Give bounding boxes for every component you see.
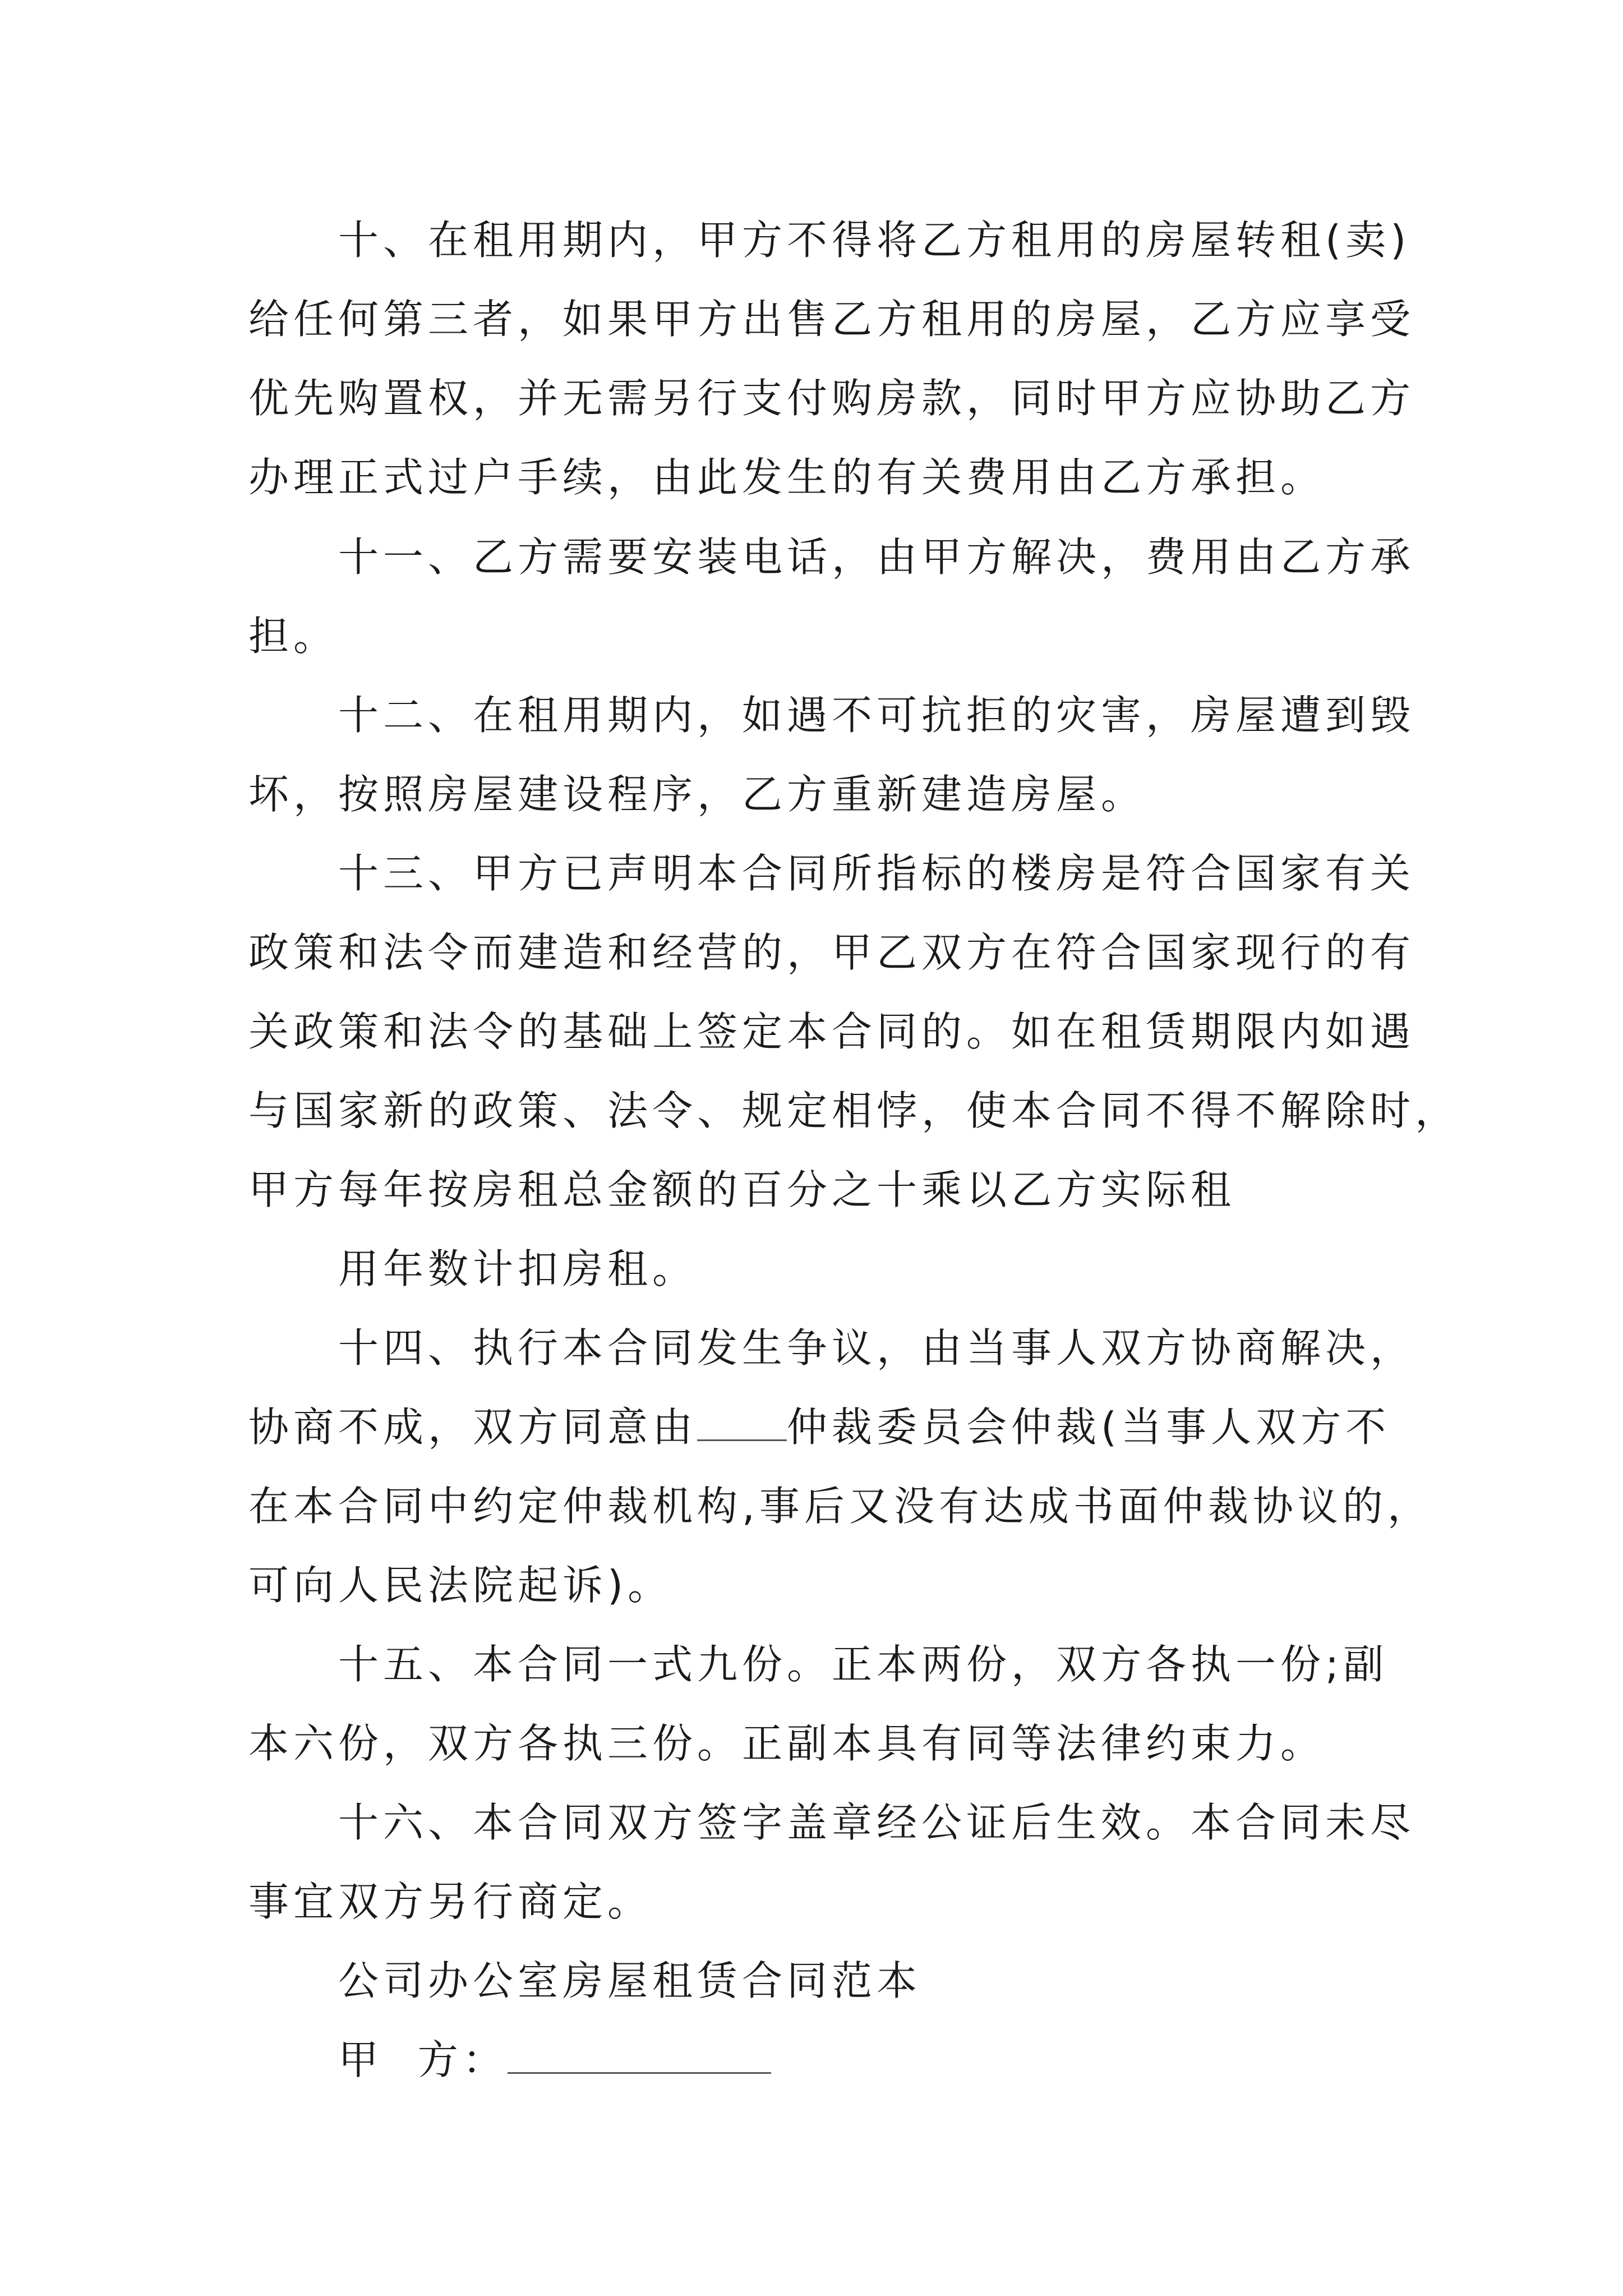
clause-13-line-2: 政策和法令而建造和经营的，甲乙双方在符合国家现行的有: [248, 929, 1415, 976]
clause-10-line-1: 十、在租用期内，甲方不得将乙方租用的房屋转租(卖): [338, 217, 1411, 264]
party-a-blank: [508, 2039, 771, 2074]
clause-12-line-2: 坏，按照房屋建设程序，乙方重新建造房屋。: [248, 771, 1146, 818]
clause-10-line-3: 优先购置权，并无需另行支付购房款，同时甲方应协助乙方: [248, 375, 1415, 422]
clause-10-line-2: 给任何第三者，如果甲方出售乙方租用的房屋，乙方应享受: [248, 296, 1415, 343]
clause-11-line-1: 十一、乙方需要安装电话，由甲方解决，费用由乙方承: [338, 533, 1415, 581]
clause-13-line-5: 甲方每年按房租总金额的百分之十乘以乙方实际租: [248, 1166, 1236, 1213]
clause-15-line-1: 十五、本合同一式九份。正本两份，双方各执一份;副: [338, 1641, 1389, 1688]
clause-10-line-4: 办理正式过户手续，由此发生的有关费用由乙方承担。: [248, 454, 1326, 501]
clause-14-line-2-after: 仲裁委员会仲裁(当事人双方不: [787, 1404, 1391, 1451]
clause-13-line-6: 用年数计扣房租。: [338, 1245, 698, 1292]
clause-16-line-2: 事宜双方另行商定。: [248, 1878, 653, 1925]
clause-11-line-2: 担。: [248, 613, 339, 660]
party-a-line: [338, 2033, 771, 2087]
clause-12-line-1: 十二、在租用期内，如遇不可抗拒的灾害，房屋遭到毁: [338, 692, 1415, 739]
clause-16-line-1: 十六、本合同双方签字盖章经公证后生效。本合同未尽: [338, 1799, 1415, 1846]
clause-14-line-4: 可向人民法院起诉)。: [248, 1562, 673, 1609]
clause-14-line-1: 十四、执行本合同发生争议，由当事人双方协商解决，: [338, 1324, 1415, 1372]
clause-14-line-2-before: 协商不成，双方同意由: [248, 1404, 698, 1451]
clause-13-line-4: 与国家新的政策、法令、规定相悖，使本合同不得不解除时，: [248, 1087, 1460, 1134]
contract-title: 公司办公室房屋租赁合同范本: [338, 1957, 922, 2004]
clause-14-line-2: [248, 1400, 1390, 1454]
clause-15-line-2: 本六份，双方各执三份。正副本具有同等法律约束力。: [248, 1720, 1326, 1767]
clause-14-line-3: 在本合同中约定仲裁机构,事后又没有达成书面仲裁协议的，: [248, 1483, 1432, 1530]
clause-13-line-1: 十三、甲方已声明本合同所指标的楼房是符合国家有关: [338, 850, 1415, 897]
party-a-label: 甲 方：: [338, 2036, 508, 2083]
arbitration-blank: [697, 1406, 787, 1441]
clause-13-line-3: 关政策和法令的基础上签定本合同的。如在租赁期限内如遇: [248, 1008, 1415, 1055]
